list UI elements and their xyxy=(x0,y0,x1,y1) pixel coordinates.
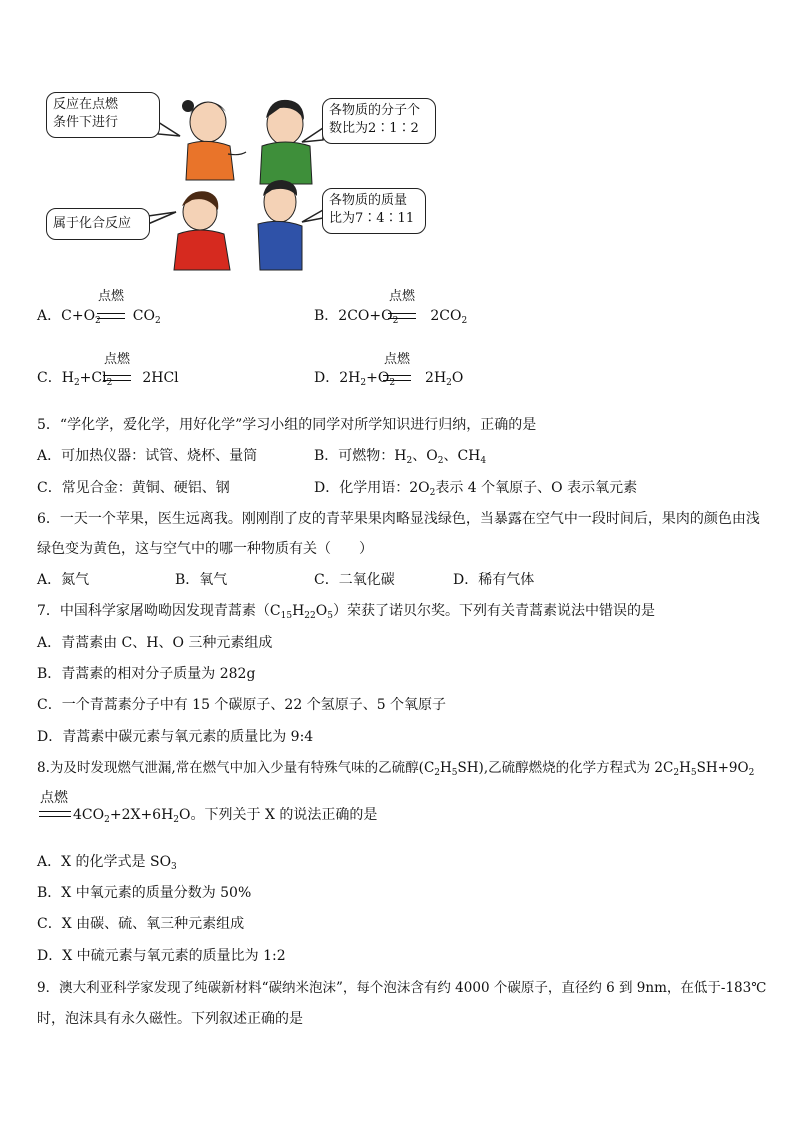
q6-stem-line-1: 6．一天一个苹果，医生远离我。刚刚削了皮的青苹果果肉略显浅绿色，当暴露在空气中一段时间后，果肉的颜色由浅 xyxy=(37,511,760,527)
reaction-condition-b: 点燃 xyxy=(389,289,416,304)
q8-stem-line-2: $4CO_2+2X+6H_2O$。下列关于 X 的说法正确的是 xyxy=(73,807,378,825)
speech-bubble-2: 各物质的分子个 数比为2∶1∶2 xyxy=(322,98,436,144)
q8-option-c[interactable]: C．X 由碳、硫、氧三种元素组成 xyxy=(37,916,245,932)
q8-option-d[interactable]: D．X 中硫元素与氧元素的质量比为 1:2 xyxy=(37,948,286,964)
q7-stem: 7．中国科学家屠呦呦因发现青蒿素$(C_{15}H_{22}O_5)$荣获了诺贝尔奖。下列有关青蒿素说法中错误的是 xyxy=(37,603,655,621)
equals-sign-q8 xyxy=(39,811,71,817)
equals-sign-b xyxy=(388,313,416,319)
q4-option-c[interactable]: C．$H_2+Cl_2$ 2HCl xyxy=(37,370,179,388)
q7-option-c[interactable]: C．一个青蒿素分子中有 15 个碳原子、22 个氢原子、5 个氧原子 xyxy=(37,697,447,713)
reaction-condition-d: 点燃 xyxy=(384,352,411,367)
q4-option-d[interactable]: D．$2H_2+O_2$ $2H_2O$ xyxy=(314,370,464,388)
dialogue-figure xyxy=(40,84,450,274)
reaction-condition-c: 点燃 xyxy=(104,352,131,367)
q9-stem-line-2: 时，泡沫具有永久磁性。下列叙述正确的是 xyxy=(37,1011,303,1027)
q7-option-d[interactable]: D．青蒿素中碳元素与氧元素的质量比为 9:4 xyxy=(37,729,314,745)
equals-sign-a xyxy=(97,313,125,319)
q6-option-b[interactable]: B．氧气 xyxy=(175,572,228,588)
speech-bubble-1: 反应在点燃 条件下进行 xyxy=(46,92,160,138)
reaction-condition-q8: 点燃 xyxy=(40,790,68,806)
speech-bubble-3: 属于化合反应 xyxy=(46,208,150,240)
equals-sign-c xyxy=(103,375,131,381)
q6-option-d[interactable]: D．稀有气体 xyxy=(453,572,535,588)
reaction-condition-a: 点燃 xyxy=(98,289,125,304)
q5-option-a[interactable]: A．可加热仪器：试管、烧杯、量筒 xyxy=(37,448,258,464)
q4-option-b[interactable]: B．$2CO+O_2$ $2CO_2$ xyxy=(314,308,468,326)
q8-option-b[interactable]: B．X 中氧元素的质量分数为 50% xyxy=(37,885,252,901)
equals-sign-d xyxy=(383,375,411,381)
speech-bubble-4: 各物质的质量 比为7∶4∶11 xyxy=(322,188,426,234)
q6-option-a[interactable]: A．氮气 xyxy=(37,572,90,588)
q4-option-a[interactable]: A．$C+O_2$ $CO_2$ xyxy=(37,308,161,326)
q9-stem-line-1: 9．澳大利亚科学家发现了纯碳新材料“碳纳米泡沫”，每个泡沫含有约 4000 个碳原子，直径约 6 到 9nm，在低于-183℃ xyxy=(37,980,767,996)
q7-option-a[interactable]: A．青蒿素由 C、H、O 三种元素组成 xyxy=(37,635,273,651)
q5-option-b[interactable]: B．可燃物：$H_2$、$O_2$、$CH_4$ xyxy=(314,448,487,466)
q6-option-c[interactable]: C．二氧化碳 xyxy=(314,572,395,588)
q5-option-c[interactable]: C．常见合金：黄铜、硬铝、钢 xyxy=(37,480,230,496)
q8-stem-line-1: 8.为及时发现燃气泄漏,常在燃气中加入少量有特殊气味的乙硫醇$(C_2H_5SH)$,乙硫醇燃烧的化学方程式为 $2C_2H_5SH+9O_2$ xyxy=(37,760,755,778)
q7-option-b[interactable]: B．青蒿素的相对分子质量为 282g xyxy=(37,666,256,682)
q8-option-a[interactable]: A．X 的化学式是 $SO_3$ xyxy=(37,854,177,872)
q6-stem-line-2: 绿色变为黄色，这与空气中的哪一种物质有关（ ） xyxy=(37,541,373,557)
q5-option-d[interactable]: D．化学用语：$2O_2$表示 4 个氧原子、O 表示氧元素 xyxy=(314,480,638,498)
q5-stem: 5．“学化学，爱化学，用好化学”学习小组的同学对所学知识进行归纳，正确的是 xyxy=(37,417,537,433)
